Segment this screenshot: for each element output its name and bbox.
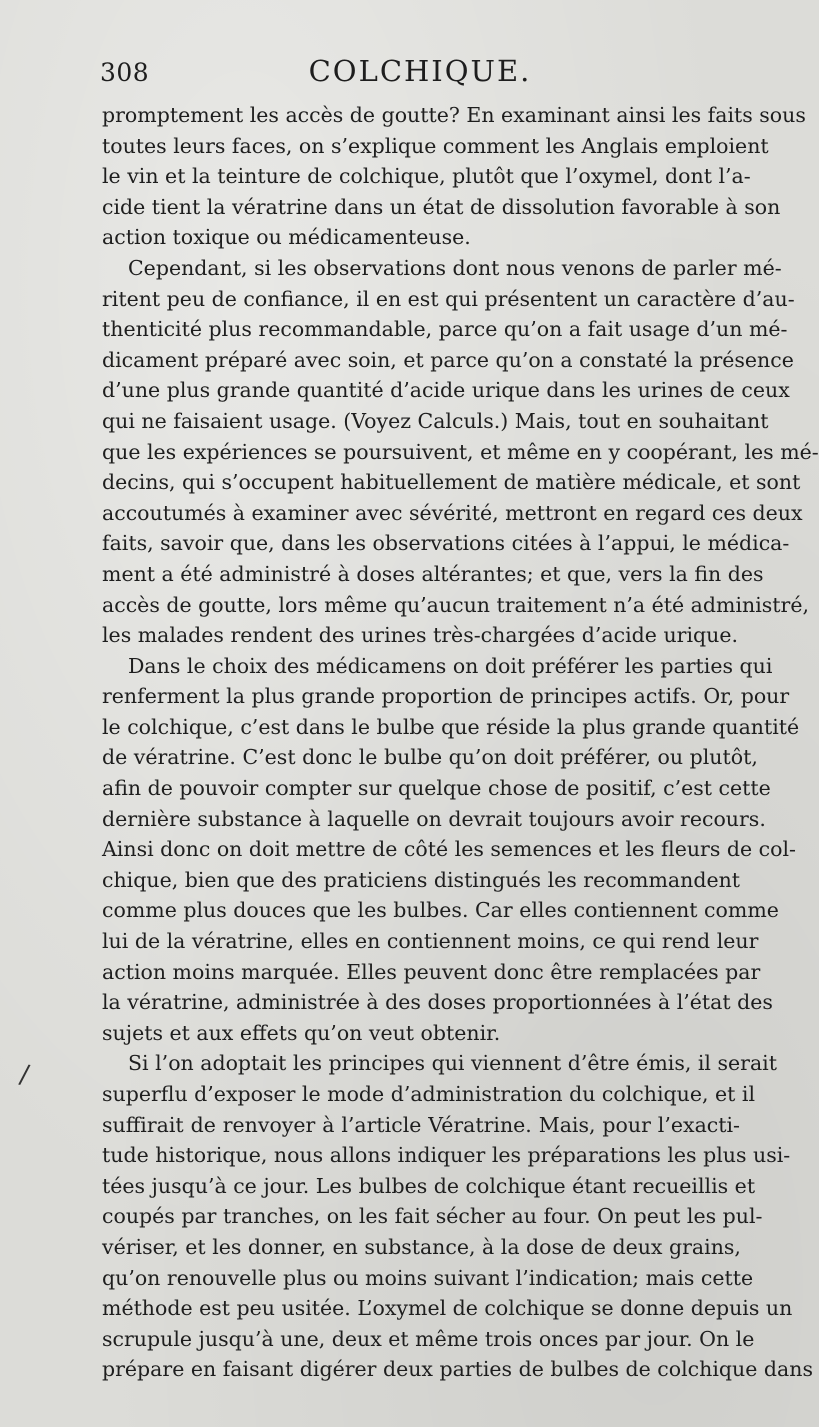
text-line: thenticité plus recommandable, parce qu’on a fait usage d’un mé- [102, 317, 788, 342]
text-line: scrupule jusqu’à une, deux et même trois onces par jour. On le [102, 1326, 755, 1351]
text-line: les malades rendent des urines très-chargées d’acide urique. [102, 623, 738, 648]
text-line: méthode est peu usitée. L’oxymel de colchique se donne depuis un [102, 1296, 793, 1321]
text-line: Cependant, si les observations dont nous venons de parler mé- [128, 255, 782, 280]
text-line: Si l’on adoptait les principes qui viennent d’être émis, il serait [128, 1051, 777, 1076]
margin-mark: / [17, 1059, 32, 1091]
text-line: le vin et la teinture de colchique, plutôt que l’oxymel, dont l’a- [102, 164, 751, 189]
text-line: sujets et aux effets qu’on veut obtenir. [102, 1020, 501, 1045]
running-title: COLCHIQUE. [308, 54, 532, 88]
text-line: tude historique, nous allons indiquer les préparations les plus usi- [102, 1143, 791, 1168]
text-line: vériser, et les donner, en substance, à la dose de deux grains, [102, 1234, 741, 1259]
text-line: faits, savoir que, dans les observations citées à l’appui, le médica- [102, 531, 790, 556]
text-line: de vératrine. C’est donc le bulbe qu’on doit préférer, ou plutôt, [102, 745, 758, 770]
text-line: accoutumés à examiner avec sévérité, mettront en regard ces deux [102, 500, 803, 525]
text-line: superflu d’exposer le mode d’administration du colchique, et il [102, 1082, 756, 1106]
text-line: suffirait de renvoyer à l’article Vératrine. Mais, pour l’exacti- [102, 1112, 740, 1137]
body-text [102, 100, 819, 1385]
text-line: qu’on renouvelle plus ou moins suivant l’indication; mais cette [102, 1265, 754, 1290]
text-line: Dans le choix des médicamens on doit préférer les parties qui [128, 653, 773, 678]
text-line: lui de la vératrine, elles en contiennent moins, ce qui rend leur [102, 929, 759, 954]
text-line: action moins marquée. Elles peuvent donc être remplacées par [102, 959, 761, 984]
text-line: prépare en faisant digérer deux parties de bulbes de colchique dans [102, 1357, 813, 1382]
text-line: promptement les accès de goutte? En examinant ainsi les faits sous [102, 103, 806, 127]
page-header [100, 54, 740, 94]
text-line: tées jusqu’à ce jour. Les bulbes de colchique étant recueillis et [102, 1173, 756, 1198]
text-line: chique, bien que des praticiens distingués les recommandent [102, 867, 741, 892]
text-line: ritent peu de confiance, il en est qui présentent un caractère d’au- [102, 286, 795, 311]
text-line: Ainsi donc on doit mettre de côté les semences et les fleurs de col- [102, 837, 796, 862]
text-line: decins, qui s’occupent habituellement de matière médicale, et sont [102, 470, 801, 495]
page-number: 308 [100, 58, 150, 87]
text-line: dicament préparé avec soin, et parce qu’on a constaté la présence [102, 347, 794, 372]
text-line: coupés par tranches, on les fait sécher au four. On peut les pul- [102, 1204, 763, 1229]
text-line: cide tient la vératrine dans un état de dissolution favorable à son [102, 194, 781, 219]
text-line: comme plus douces que les bulbes. Car elles contiennent comme [102, 898, 779, 923]
text-line: accès de goutte, lors même qu’aucun traitement n’a été administré, [102, 592, 809, 617]
text-line: action toxique ou médicamenteuse. [102, 225, 471, 250]
text-line: d’une plus grande quantité d’acide urique dans les urines de ceux [102, 378, 790, 403]
text-line: que les expériences se poursuivent, et même en y coopérant, les mé- [102, 439, 819, 464]
text-line: le colchique, c’est dans le bulbe que réside la plus grande quantité [102, 714, 800, 739]
text-line: ment a été administré à doses altérantes; et que, vers la fin des [102, 561, 764, 586]
text-line: dernière substance à laquelle on devrait toujours avoir recours. [102, 806, 766, 831]
text-line: afin de pouvoir compter sur quelque chose de positif, c’est cette [102, 776, 771, 801]
text-line: toutes leurs faces, on s’explique comment les Anglais emploient [102, 133, 769, 158]
text-line: qui ne faisaient usage. (Voyez Calculs.) Mais, tout en souhaitant [102, 408, 769, 433]
text-line: renferment la plus grande proportion de principes actifs. Or, pour [102, 684, 790, 709]
text-line: la vératrine, administrée à des doses proportionnées à l’état des [102, 990, 773, 1015]
